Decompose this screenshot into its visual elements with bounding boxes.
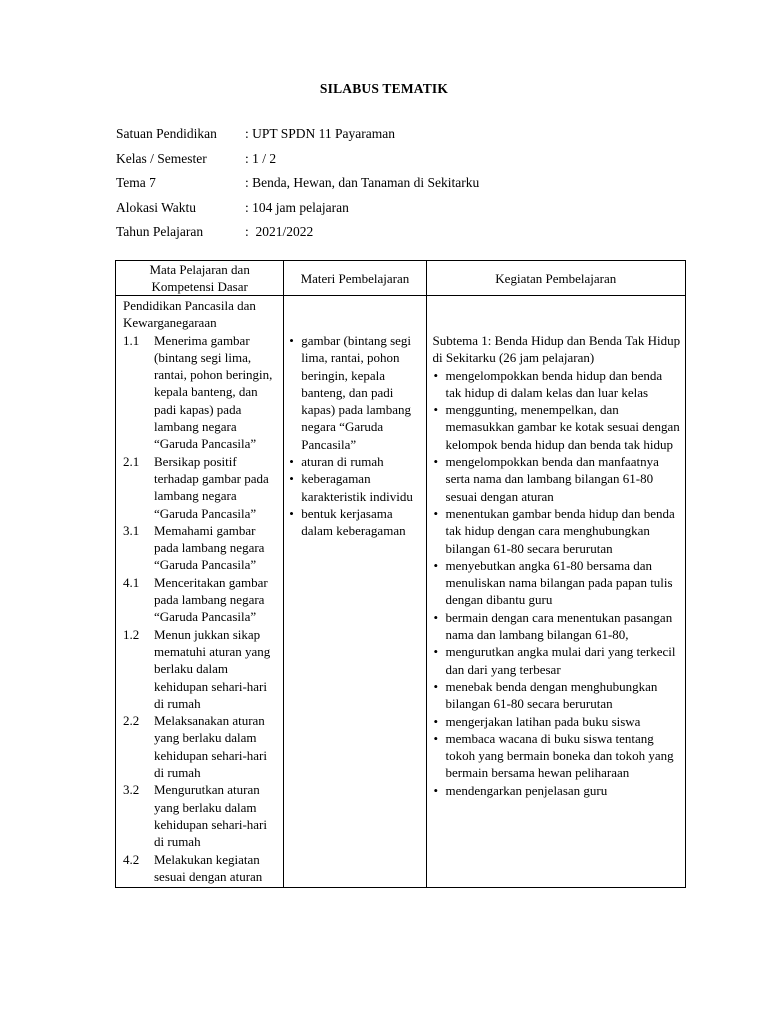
meta-label: Tema 7: [116, 175, 156, 190]
kd-number: 4.2: [123, 851, 140, 867]
meta-row: [116, 222, 479, 247]
kd-text: Bersikap positif terhadap gambar pada lambang negara “Garuda Pancasila”: [154, 453, 269, 521]
kd-item: [123, 712, 279, 781]
list-item: • menebak benda dengan menghubungkan bilangan 61-80 secara berurutan: [433, 678, 681, 713]
list-item: • bermain dengan cara menentukan pasangan nama dan lambang bilangan 61-80,: [433, 609, 681, 644]
meta-row: [116, 198, 479, 223]
kd-number: 1.2: [123, 626, 140, 642]
kd-text: Mengurutkan aturan yang berlaku dalam kehidupan sehari-hari di rumah: [154, 782, 267, 850]
kd-item: [123, 453, 279, 522]
meta-value: : Benda, Hewan, dan Tanaman di Sekitarku: [245, 175, 480, 190]
meta-label: Satuan Pendidikan: [116, 126, 217, 141]
kd-text: Menerima gambar (bintang segi lima, rantai, pohon beringin, kepala banteng, dan padi kapas) pada lambang negara “Garuda Pancasila”: [154, 332, 273, 452]
kd-number: 3.2: [123, 782, 140, 798]
kd-text: Memahami gambar pada lambang negara “Garuda Pancasila”: [154, 522, 265, 573]
list-item: • gambar (bintang segi lima, rantai, pohon beringin, kepala banteng, dan padi kapas) pada lambang negara “Garuda Pancasila”: [288, 332, 421, 453]
kd-item: [123, 332, 279, 453]
kd-number: 4.1: [123, 574, 140, 590]
meta-row: [116, 149, 479, 174]
table-header-row: [116, 261, 686, 296]
meta-label: Kelas / Semester: [116, 150, 207, 166]
list-item: • menentukan gambar benda hidup dan benda tak hidup dengan cara menghubungkan bilangan 61-80 secara berurutan: [433, 505, 681, 557]
identity-block: [116, 124, 479, 247]
materi-list: [288, 332, 421, 540]
list-item: • keberagaman karakteristik individu: [288, 470, 421, 505]
kd-number: 2.2: [123, 713, 140, 729]
subject-name: Pendidikan Pancasila dan Kewarganegaraan: [123, 298, 256, 331]
list-item: • mengelompokkan benda dan manfaatnya serta nama dan lambang bilangan 61-80 sesuai dengan aturan: [433, 453, 681, 505]
list-item: • mengurutkan angka mulai dari yang terkecil dan dari yang terbesar: [433, 643, 681, 678]
kd-text: Melaksanakan aturan yang berlaku dalam kehidupan sehari-hari di rumah: [154, 713, 267, 781]
meta-row: [116, 173, 479, 198]
header-materi: Materi Pembelajaran: [284, 261, 426, 296]
list-item: • mengelompokkan benda hidup dan benda tak hidup di dalam kelas dan luar kelas: [433, 367, 681, 402]
list-item: • mengerjakan latihan pada buku siswa: [433, 713, 681, 730]
list-item: • membaca wacana di buku siswa tentang tokoh yang bermain boneka dan tokoh yang bermain bersama hewan peliharaan: [433, 730, 681, 782]
kd-number: 2.1: [123, 453, 140, 469]
list-item: • bentuk kerjasama dalam keberagaman: [288, 505, 421, 540]
header-kegiatan: Kegiatan Pembelajaran: [426, 261, 685, 296]
meta-value: : UPT SPDN 11 Payaraman: [245, 126, 395, 141]
kd-item: [123, 626, 279, 712]
meta-row: [116, 124, 479, 149]
meta-label: Alokasi Waktu: [116, 199, 197, 215]
meta-value: : 104 jam pelajaran: [245, 199, 349, 215]
kd-item: [123, 851, 279, 886]
kd-item: [123, 522, 279, 574]
header-kompetensi: Mata Pelajaran dan Kompetensi Dasar: [116, 261, 284, 296]
kd-text: Melakukan kegiatan sesuai dengan aturan: [154, 851, 263, 884]
subtema-heading: Subtema 1: Benda Hidup dan Benda Tak Hidup di Sekitarku (26 jam pelajaran): [432, 333, 681, 366]
list-item: • menggunting, menempelkan, dan memasukkan gambar ke kotak sesuai dengan kelompok benda hidup dan benda tak hidup: [433, 401, 681, 453]
kd-number: 3.1: [123, 522, 140, 538]
syllabus-table: [115, 260, 686, 888]
kompetensi-cell: [116, 296, 284, 888]
kd-text: Menceritakan gambar pada lambang negara “Garuda Pancasila”: [154, 574, 268, 625]
materi-cell: [284, 296, 426, 888]
kegiatan-list: [433, 367, 681, 799]
kd-item: [123, 781, 279, 850]
kd-text: Menun jukkan sikap mematuhi aturan yang berlaku dalam kehidupan sehari-hari di rumah: [154, 626, 271, 711]
list-item: • menyebutkan angka 61-80 bersama dan menuliskan nama bilangan pada papan tulis dengan dibantu guru: [433, 557, 681, 609]
document-title: SILABUS TEMATIK: [319, 81, 449, 96]
meta-value: : 2021/2022: [245, 224, 314, 239]
meta-value: : 1 / 2: [245, 150, 277, 166]
table-row: [116, 296, 686, 888]
meta-label: Tahun Pelajaran: [116, 224, 204, 239]
kd-number: 1.1: [123, 332, 140, 348]
kegiatan-cell: [426, 296, 685, 888]
list-item: • aturan di rumah: [288, 453, 421, 470]
kd-item: [123, 574, 279, 626]
list-item: • mendengarkan penjelasan guru: [433, 782, 681, 799]
